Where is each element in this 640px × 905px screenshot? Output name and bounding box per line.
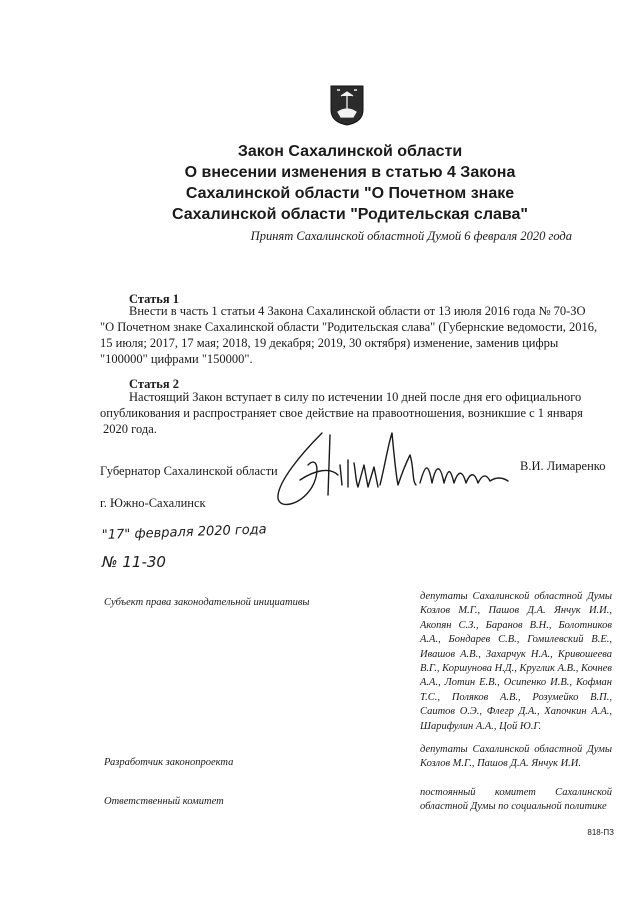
title-line: О внесении изменения в статью 4 Закона (184, 164, 516, 181)
article-1-line: Внести в часть 1 статьи 4 Закона Сахалинской области от 13 июля 2016 года № 70-ЗО (129, 304, 586, 318)
subject-text: депутаты Сахалинской областной Думы Козлов М.Г., Пашов Д.А. Янчук И.И., Акопян С.З., Баранов В.Н., Болотников А.А., Бондарев С.В., Гомилевский В.Е., Ивашов А.В., Захарчук Н.А., Кривошеева В.Г., Коршунова Н.Д., Круглик А.В., Кочнев А.А., Лотин Е.В., Осипенко И.В., Кофман Т.С., Поляков А.В., Розумейко В.П., Саитов О.Э., Флегр Д.А., Хапочкин А.А., Шарифулин А.А., Цой Ю.Г. (420, 591, 612, 732)
article-2-line: опубликования и распространяет свое действие на правоотношения, возникшие с 1 января (100, 406, 583, 420)
developer-label: Разработчик законопроекта (104, 757, 234, 768)
title-line: Сахалинской области "О Почетном знаке (185, 185, 515, 202)
committee-text: постоянный комитет Сахалинской областной Думы по социальной политике (420, 787, 612, 813)
article-1-heading: Статья 1 (129, 292, 179, 306)
article-1-line: "О Почетном знаке Сахалинской области "Родительская слава" (Губернские ведомости, 2016, (100, 320, 598, 334)
developer-text: депутаты Сахалинской областной Думы Козлов М.Г., Пашов Д.А. Янчук И.И. (420, 744, 612, 770)
article-1-body (100, 303, 607, 367)
governor-label: Губернатор Сахалинской области (100, 464, 278, 478)
article-2-line: 2020 года. (103, 422, 157, 436)
governor-name: В.И. Лимаренко (520, 459, 606, 473)
article-1-line: "100000" цифрами "150000". (100, 352, 253, 366)
article-2-heading: Статья 2 (129, 377, 179, 391)
coat-of-arms-icon (329, 84, 365, 126)
handwritten-date: "17" февраля 2020 года (101, 522, 267, 543)
committee-label: Ответственный комитет (104, 796, 224, 807)
article-2-line: Настоящий Закон вступает в силу по истечении 10 дней после дня его официального (129, 390, 582, 404)
handwritten-date-number (100, 515, 340, 575)
document-title (130, 141, 570, 225)
adoption-note: Принят Сахалинской областной Думой 6 февраля 2020 года (250, 229, 572, 243)
city-label: г. Южно-Сахалинск (100, 496, 206, 510)
handwritten-number: № 11-30 (102, 553, 166, 571)
document-code: 818-ПЗ (587, 828, 614, 837)
handwritten-signature (260, 425, 520, 520)
title-line: Сахалинской области "Родительская слава" (172, 206, 528, 223)
title-line: Закон Сахалинской области (237, 143, 463, 160)
subject-label: Субъект права законодательной инициативы (104, 597, 310, 608)
article-1-line: 15 июля; 2017, 17 мая; 2018, 19 декабря; 2019, 30 октября) изменение, заменив цифры (100, 336, 559, 350)
